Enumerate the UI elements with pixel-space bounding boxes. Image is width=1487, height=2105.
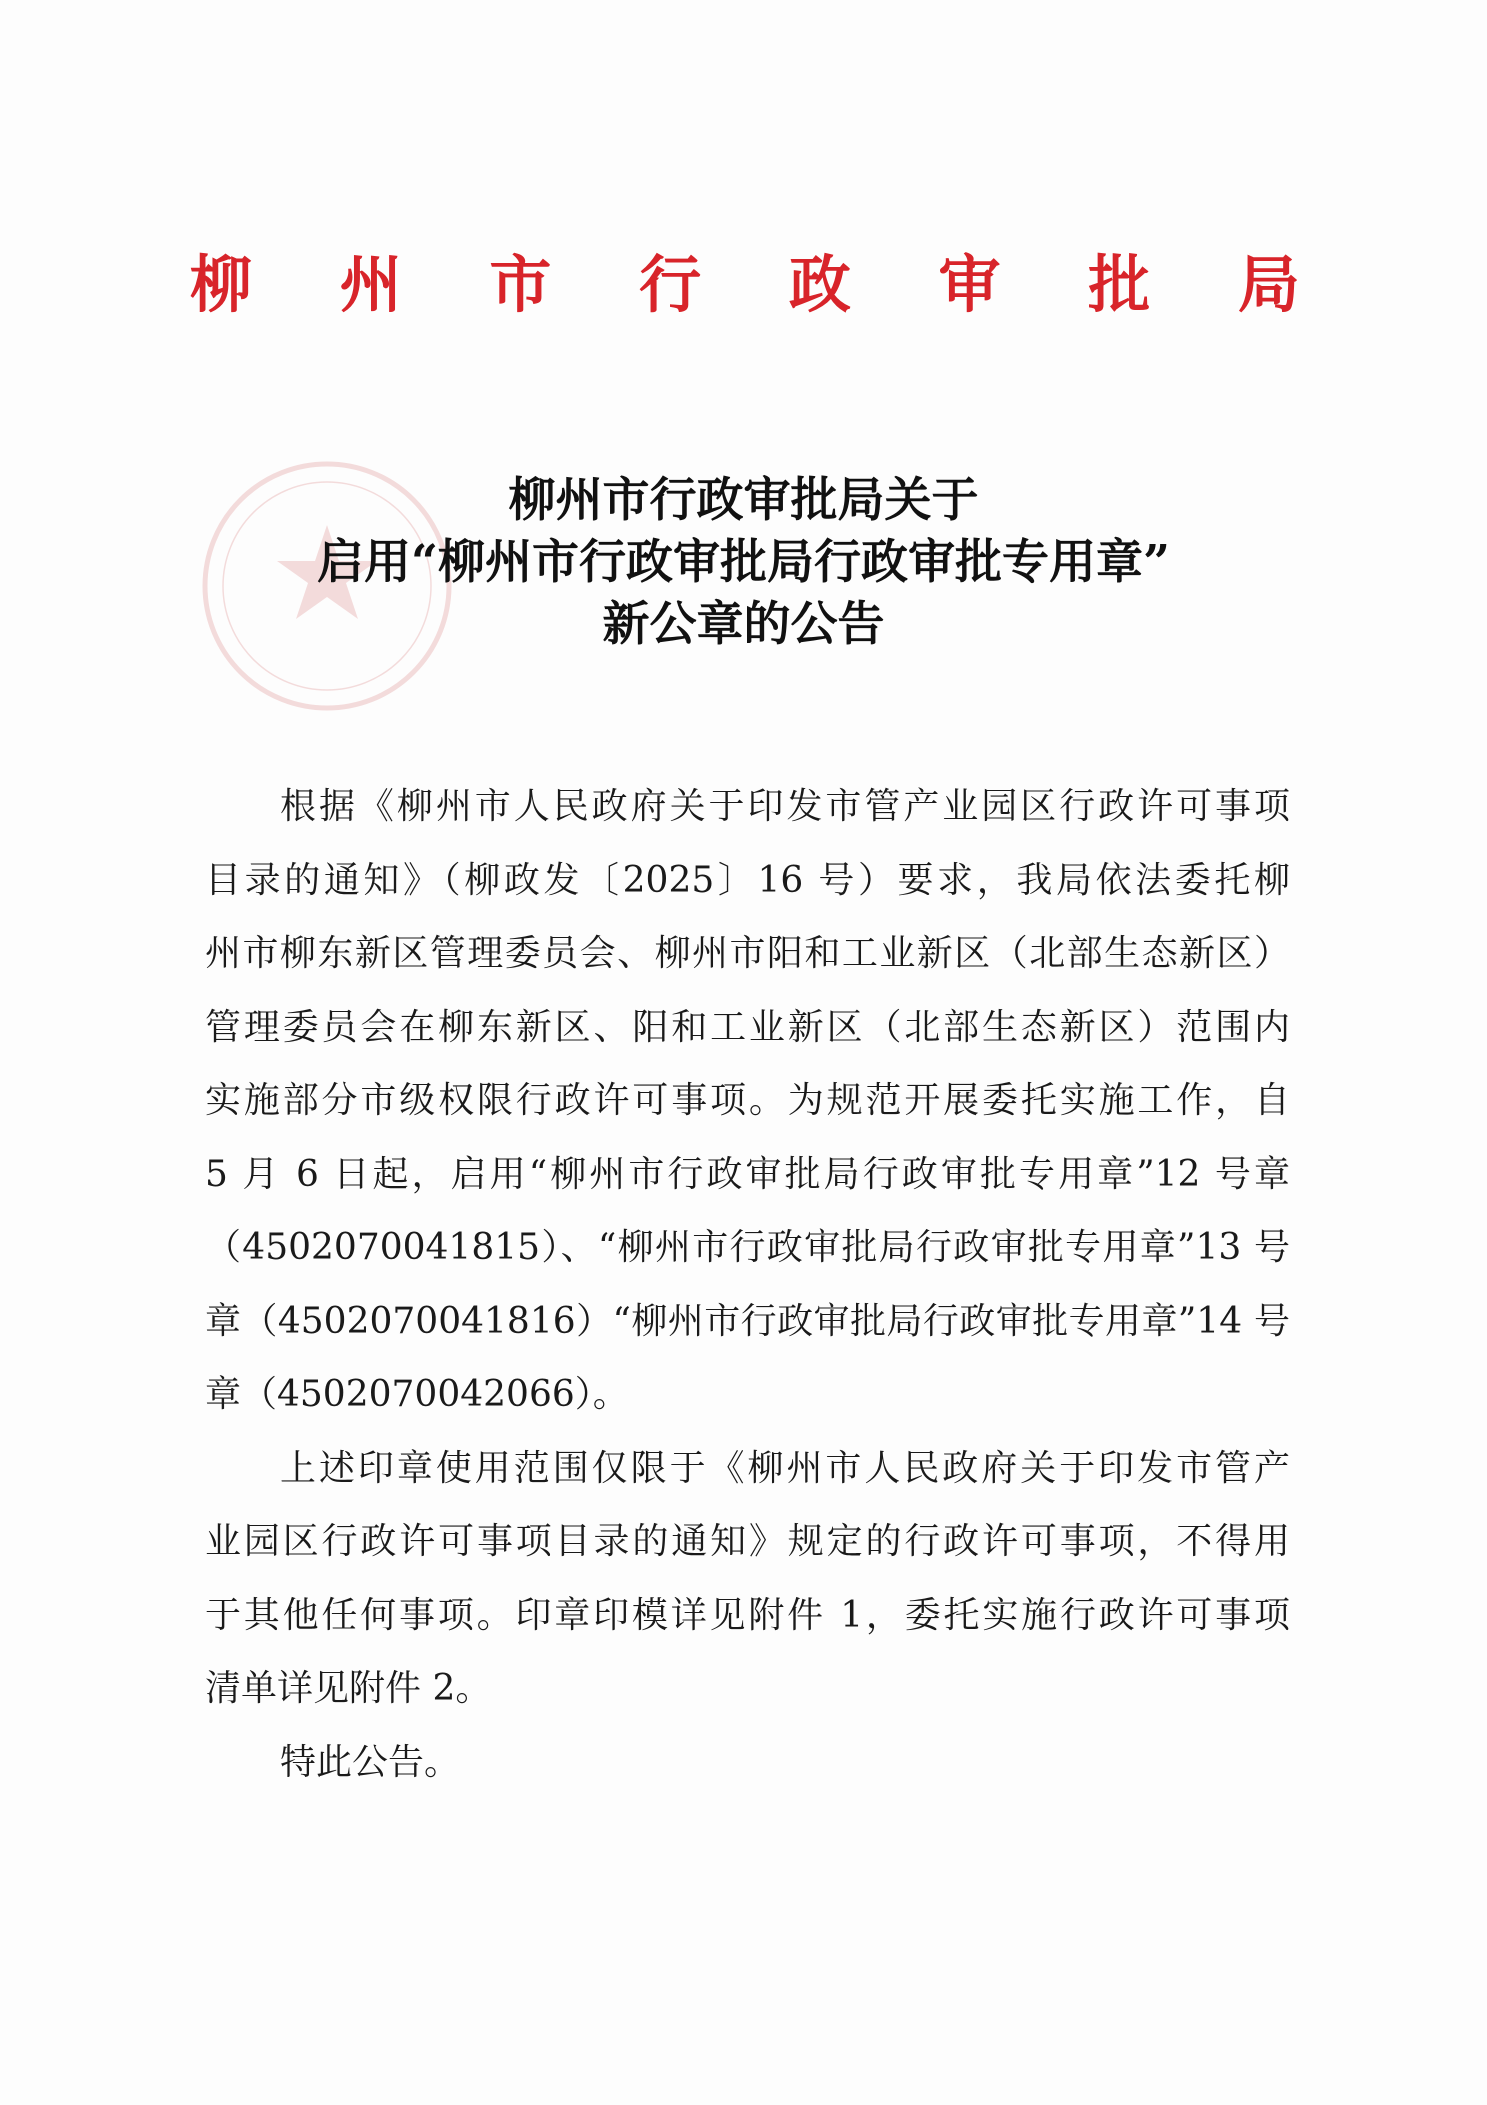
- letterhead-char: 行: [639, 248, 702, 321]
- document-body: [205, 770, 1290, 1799]
- letterhead-char: 政: [788, 248, 851, 321]
- document-title: [160, 470, 1327, 656]
- text-line: 于其他任何事项。印章印模详见附件 1，委托实施行政许可事项: [205, 1594, 1290, 1636]
- text-line: 章（4502070041816）“柳州市行政审批局行政审批专用章”14 号: [205, 1300, 1290, 1342]
- text-line: 州市柳东新区管理委员会、柳州市阳和工业新区（北部生态新区）: [205, 933, 1290, 974]
- title-line-3: 新公章的公告: [602, 597, 885, 652]
- title-line-2: 启用“柳州市行政审批局行政审批专用章”: [316, 535, 1171, 590]
- text-line: 特此公告。: [280, 1741, 461, 1783]
- letterhead-char: 批: [1088, 248, 1151, 321]
- title-line-1: 柳州市行政审批局关于: [508, 473, 979, 528]
- text-line: 上述印章使用范围仅限于《柳州市人民政府关于印发市管产: [280, 1447, 1290, 1489]
- letterhead: [190, 235, 1300, 324]
- letterhead-char: 市: [489, 248, 552, 321]
- letterhead-char: 州: [339, 248, 402, 321]
- text-line: 章（4502070042066）。: [205, 1374, 629, 1415]
- paragraph-2: [205, 1432, 1290, 1726]
- letterhead-char: 局: [1237, 248, 1300, 321]
- text-line: 实施部分市级权限行政许可事项。为规范开展委托实施工作，自: [205, 1080, 1290, 1121]
- text-line: 管理委员会在柳东新区、阳和工业新区（北部生态新区）范围内: [205, 1006, 1290, 1048]
- paragraph-1: [205, 770, 1290, 1432]
- paragraph-3: [205, 1726, 1290, 1800]
- text-line: 清单详见附件 2。: [205, 1668, 492, 1709]
- text-line: 根据《柳州市人民政府关于印发市管产业园区行政许可事项: [280, 786, 1290, 827]
- letterhead-char: 柳: [190, 248, 253, 321]
- letterhead-char: 审: [938, 248, 1001, 321]
- text-line: 业园区行政许可事项目录的通知》规定的行政许可事项，不得用: [205, 1521, 1290, 1562]
- text-line: （4502070041815）、“柳州市行政审批局行政审批专用章”13 号: [205, 1227, 1290, 1268]
- text-line: 目录的通知》（柳政发〔2025〕16 号）要求，我局依法委托柳: [205, 859, 1290, 901]
- text-line: 5 月 6 日起，启用“柳州市行政审批局行政审批专用章”12 号章: [205, 1153, 1290, 1195]
